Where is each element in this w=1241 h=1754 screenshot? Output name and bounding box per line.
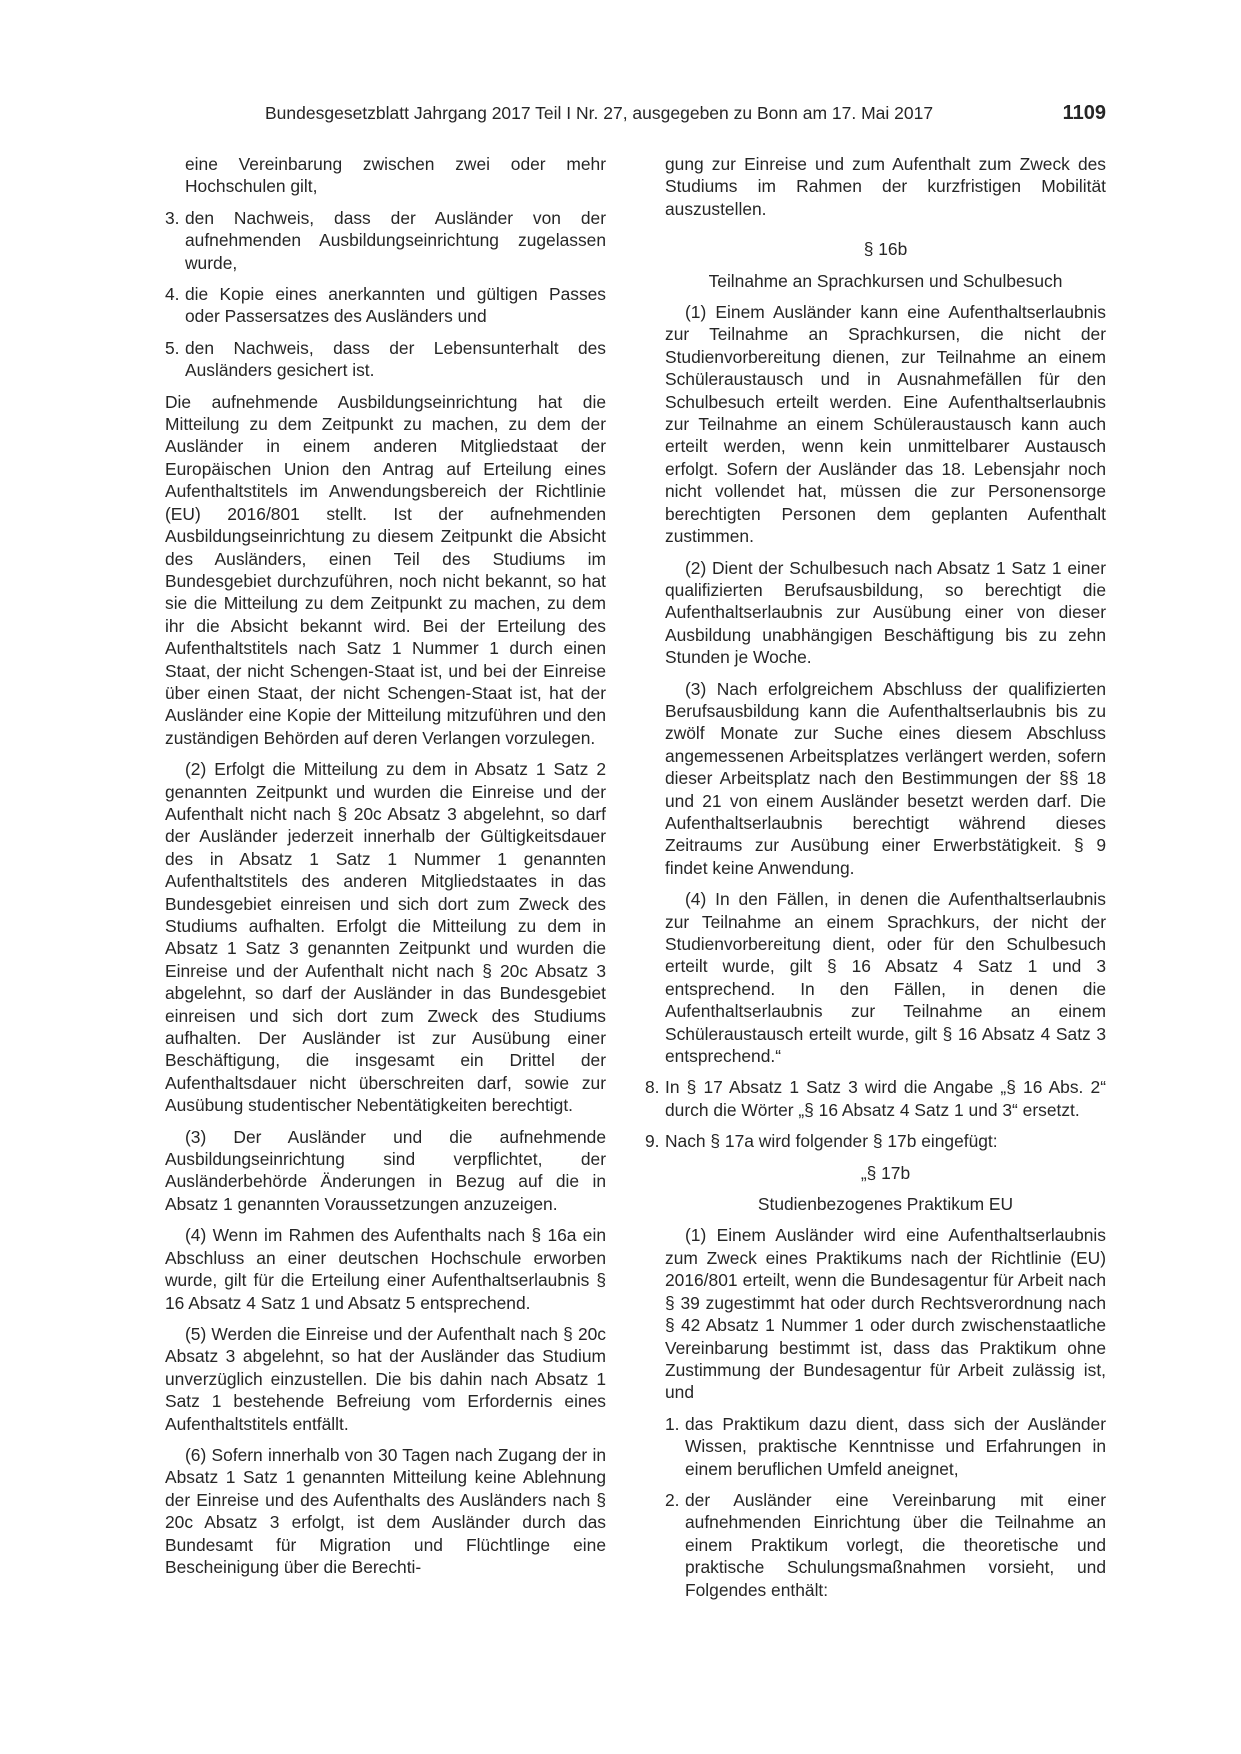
- paragraph: (3) Nach erfolgreichem Abschluss der qualifizierten Berufsausbildung kann die Aufenthaltserlaubnis bis zu zwölf Monate zur Suche eines diesem Abschluss angemessenen Arbeitsplatzes verlängert werden, sofern dieser Arbeitsplatz nach den Bestimmungen der §§ 18 und 21 von einem Ausländer besetzt werden darf. Die Aufenthaltserlaubnis berechtigt während dieses Zeitraums zur Ausübung einer Erwerbstätigkeit. § 9 findet keine Anwendung.: [665, 678, 1106, 878]
- list-text: das Praktikum dazu dient, dass sich der Ausländer Wissen, praktische Kenntnisse und Erfahrungen in einem beruflichen Umfeld aneignet,: [685, 1413, 1106, 1479]
- list-text: die Kopie eines anerkannten und gültigen Passes oder Passersatzes des Ausländers und: [185, 284, 606, 327]
- list-number: 2.: [665, 1489, 680, 1510]
- list-text: den Nachweis, dass der Ausländer von der aufnehmenden Ausbildungseinrichtung zugelassen wurde,: [185, 207, 606, 273]
- section-title: Studienbezogenes Praktikum EU: [757, 1194, 1014, 1215]
- page-header: [165, 99, 1106, 127]
- list-item: [165, 337, 606, 382]
- list-text: Nach § 17a wird folgender § 17b eingefügt:: [665, 1131, 998, 1152]
- paragraph: (5) Werden die Einreise und der Aufenthalt nach § 20c Absatz 3 abgelehnt, so hat der Ausländer das Studium unverzüglich einzustellen. Die bis dahin nach Absatz 1 Satz 1 bestehende Befreiung vom Erfordernis eines Aufenthaltstitels entfällt.: [165, 1323, 606, 1434]
- left-column: [165, 153, 606, 1578]
- list-number: 3.: [165, 207, 180, 228]
- list-number: 9.: [645, 1131, 660, 1152]
- list-item: [645, 1130, 1106, 1152]
- list-item: [165, 283, 606, 328]
- paragraph: (2) Dient der Schulbesuch nach Absatz 1 Satz 1 einer qualifizierten Berufsausbildung, so berechtigt die Aufenthaltserlaubnis zur Ausübung einer von dieser Ausbildung unabhängigen Beschäftigung bis zu zehn Stunden je Woche.: [665, 557, 1106, 668]
- paragraph: (4) Wenn im Rahmen des Aufenthalts nach § 16a ein Abschluss an einer deutschen Hochschule erworben wurde, gilt für die Erteilung einer Aufenthaltserlaubnis § 16 Absatz 4 Satz 1 und Absatz 5 entsprechend.: [165, 1225, 606, 1313]
- right-column: [645, 153, 1106, 1601]
- list-item: [645, 1076, 1106, 1121]
- paragraph: Die aufnehmende Ausbildungseinrichtung hat die Mitteilung zu dem Zeitpunkt zu machen, zu dem der Ausländer in einem anderen Mitgliedstaat der Europäischen Union den Antrag auf Erteilung eines Aufenthaltstitels im Anwendungsbereich der Richtlinie (EU) 2016/801 stellt. Ist der aufnehmenden Ausbildungseinrichtung zu diesem Zeitpunkt die Absicht des Ausländers, einen Teil des Studiums im Bundesgebiet durchzuführen, noch nicht bekannt, so hat sie die Mitteilung zu dem Zeitpunkt zu machen, zu dem ihr die Absicht bekannt wird. Bei der Erteilung des Aufenthaltstitels nach Satz 1 Nummer 1 durch einen Staat, der nicht Schengen-Staat ist, und bei der Einreise über einen Staat, der nicht Schengen-Staat ist, hat der Ausländer eine Kopie der Mitteilung mitzuführen und den zuständigen Behörden auf deren Verlangen vorzulegen.: [165, 391, 606, 748]
- list-item: [165, 207, 606, 274]
- list-text: der Ausländer eine Vereinbarung mit einer aufnehmenden Einrichtung über die Teilnahme an einem Praktikum vorlegt, die theoretische und praktische Schulungsmaßnahmen vorsieht, und Folgendes enthält:: [685, 1489, 1106, 1600]
- list-text: In § 17 Absatz 1 Satz 3 wird die Angabe „§ 16 Abs. 2“ durch die Wörter „§ 16 Absatz 4 Satz 1 und 3“ ersetzt.: [665, 1077, 1106, 1120]
- continuation-text: gung zur Einreise und zum Aufenthalt zum Zweck des Studiums im Rahmen der kurzfristigen Mobilität auszustellen.: [665, 154, 1106, 219]
- section-number: § 16b: [863, 239, 908, 260]
- paragraph: (3) Der Ausländer und die aufnehmende Ausbildungseinrichtung sind verpflichtet, der Ausländerbehörde Änderungen in Bezug auf die in Absatz 1 genannten Voraussetzungen anzuzeigen.: [165, 1126, 606, 1214]
- section-number: „§ 17b: [860, 1162, 911, 1183]
- paragraph: (1) Einem Ausländer kann eine Aufenthaltserlaubnis zur Teilnahme an Sprachkursen, die nicht der Studienvorbereitung dienen, zur Teilnahme an einem Schüleraustausch und in Ausnahmefällen für den Schulbesuch erteilt werden. Eine Aufenthaltserlaubnis zur Teilnahme an einem Schüleraustausch kann auch erteilt werden, wenn kein unmittelbarer Austausch erfolgt. Sofern der Ausländer das 18. Lebensjahr noch nicht vollendet hat, müssen die zur Personensorge berechtigten Personen dem geplanten Aufenthalt zustimmen.: [665, 302, 1106, 547]
- paragraph: (1) Einem Ausländer wird eine Aufenthaltserlaubnis zum Zweck eines Praktikums nach der Richtlinie (EU) 2016/801 erteilt, wenn die Bundesagentur für Arbeit nach § 39 zugestimmt hat oder durch Rechtsverordnung nach § 42 Absatz 1 Nummer 1 oder durch zwischenstaatliche Vereinbarung bestimmt ist, dass das Praktikum ohne Zustimmung der Bundesagentur für Arbeit zulässig ist, und: [665, 1225, 1106, 1403]
- list-number: 8.: [645, 1077, 660, 1098]
- paragraph: (2) Erfolgt die Mitteilung zu dem in Absatz 1 Satz 2 genannten Zeitpunkt und wurden die Einreise und der Aufenthalt nicht nach § 20c Absatz 3 abgelehnt, so darf der Ausländer jederzeit innerhalb der Gültigkeitsdauer des in Absatz 1 Satz 1 Nummer 1 genannten Aufenthaltstitels des anderen Mitgliedstaates in das Bundesgebiet einreisen und sich dort zum Zweck des Studiums aufhalten. Erfolgt die Mitteilung zu dem in Absatz 1 Satz 3 genannten Zeitpunkt und wurden die Einreise und der Aufenthalt nicht nach § 20c Absatz 3 abgelehnt, so darf der Ausländer in das Bundesgebiet einreisen und sich dort zum Zweck des Studiums aufhalten. Der Ausländer ist zur Ausübung einer Beschäftigung, die insgesamt ein Drittel der Aufenthaltsdauer nicht überschreiten darf, sowie zur Ausübung studentischer Nebentätigkeiten berechtigt.: [165, 759, 606, 1116]
- page-number: 1109: [1062, 102, 1106, 124]
- continuation-text: eine Vereinbarung zwischen zwei oder mehr Hochschulen gilt,: [185, 154, 606, 197]
- list-text: den Nachweis, dass der Lebensunterhalt des Ausländers gesichert ist.: [185, 337, 606, 381]
- section-title: Teilnahme an Sprachkursen und Schulbesuch: [708, 270, 1063, 291]
- paragraph: (6) Sofern innerhalb von 30 Tagen nach Zugang der in Absatz 1 Satz 1 genannten Mitteilung keine Ablehnung der Einreise und des Aufenthalts des Ausländers nach § 20c Absatz 3 erfolgt, ist dem Ausländer durch das Bundesamt für Migration und Flüchtlinge eine Bescheinigung über die Berechti-: [165, 1444, 606, 1577]
- list-item: [665, 1489, 1106, 1601]
- list-number: 5.: [165, 337, 180, 358]
- paragraph: (4) In den Fällen, in denen die Aufenthaltserlaubnis zur Teilnahme an einem Sprachkurs, der nicht der Studienvorbereitung dient, oder für den Schulbesuch erteilt wurde, gilt § 16 Absatz 4 Satz 1 und 3 entsprechend. In den Fällen, in denen die Aufenthaltserlaubnis zur Teilnahme an einem Schüleraustausch erteilt wurde, gilt § 16 Absatz 4 Satz 3 entsprechend.“: [665, 889, 1106, 1067]
- header-title: Bundesgesetzblatt Jahrgang 2017 Teil I Nr. 27, ausgegeben zu Bonn am 17. Mai 2017: [265, 103, 934, 123]
- list-item: [665, 1413, 1106, 1480]
- list-number: 1.: [665, 1413, 680, 1434]
- list-number: 4.: [165, 284, 180, 305]
